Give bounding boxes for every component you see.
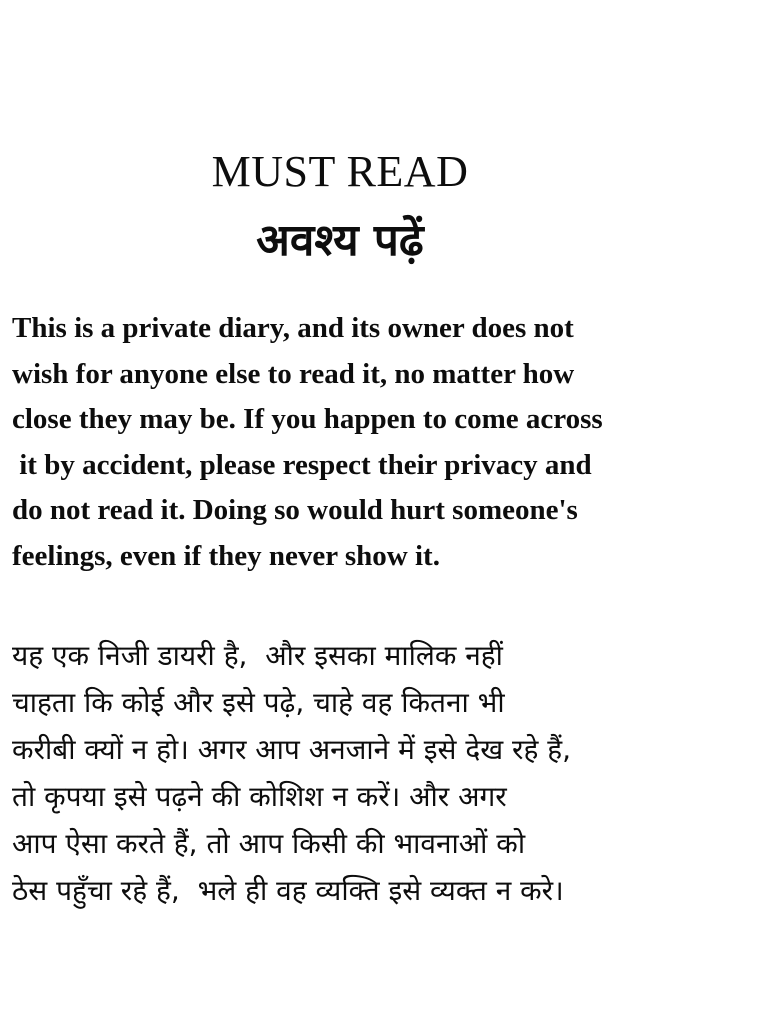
hindi-line: ठेस पहुँचा रहे हैं, भले ही वह व्यक्ति इसे व्यक्त न करे। [12,874,564,907]
english-line: wish for anyone else to read it, no matter how [12,357,575,390]
hindi-line: आप ऐसा करते हैं, तो आप किसी की भावनाओं को [12,827,526,860]
english-line: it by accident, please respect their privacy and [12,448,592,481]
heading-english: MUST READ [211,147,469,196]
hindi-paragraph [12,632,764,914]
hindi-line: तो कृपया इसे पढ़ने की कोशिश न करें। और अगर [12,780,507,813]
hindi-line: चाहता कि कोई और इसे पढ़े, चाहे वह कितना भी [12,686,505,719]
english-line: close they may be. If you happen to come across [12,403,603,435]
english-line: This is a private diary, and its owner does not [12,312,574,344]
english-line: feelings, even if they never show it. [12,539,440,572]
english-line: do not read it. Doing so would hurt someone's [12,494,578,526]
english-paragraph [12,306,752,579]
hindi-line: यह एक निजी डायरी है, और इसका मालिक नहीं [12,639,503,672]
heading-hindi: अवश्य पढ़ें [256,215,424,266]
hindi-line: करीबी क्यों न हो। अगर आप अनजाने में इसे देख रहे हैं, [12,733,572,766]
